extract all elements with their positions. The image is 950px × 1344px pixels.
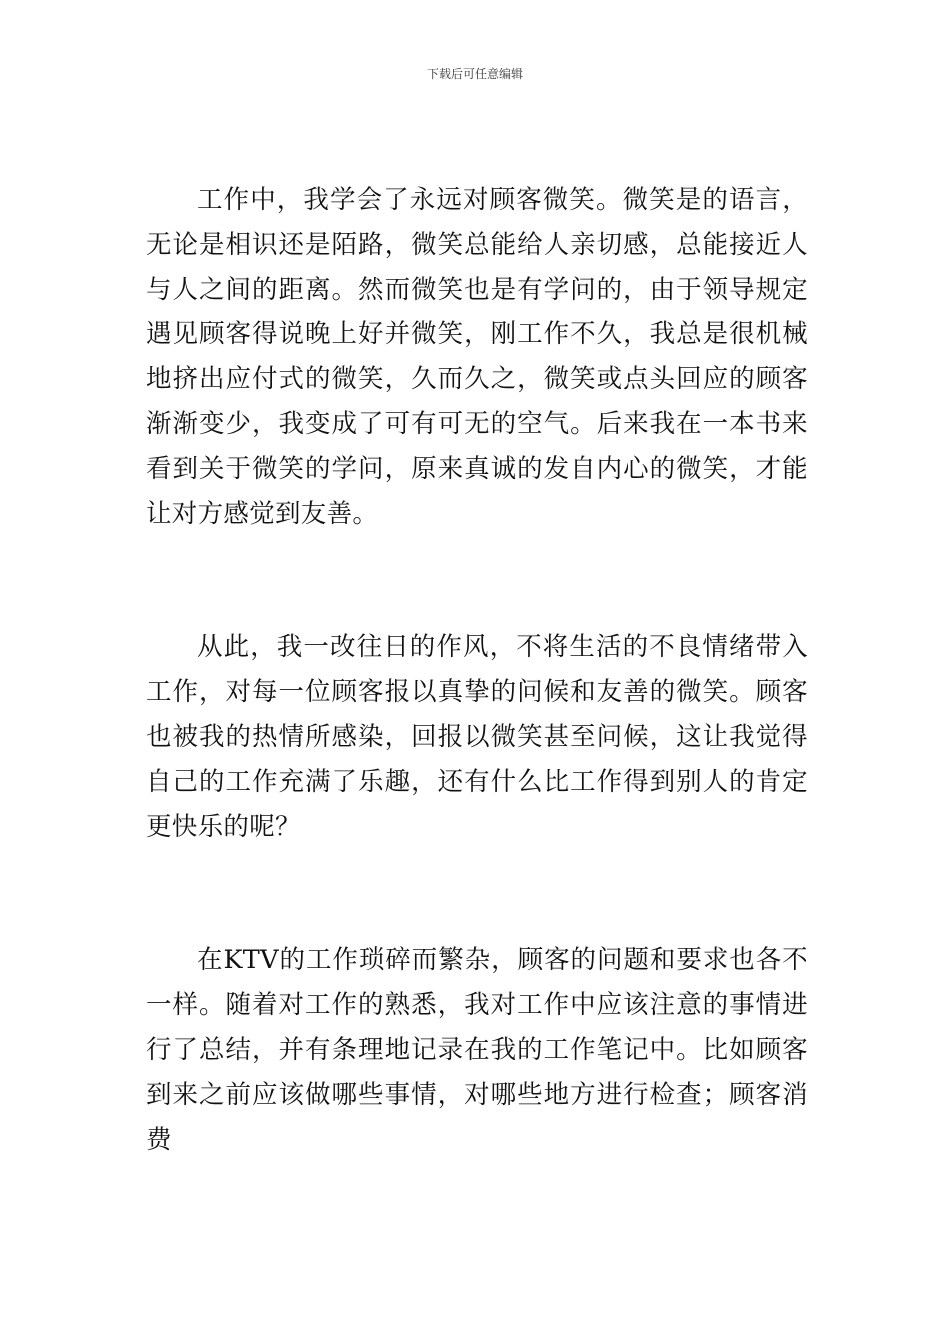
page-header-note: 下载后可任意编辑 xyxy=(426,67,523,81)
paragraph-2: 从此，我一改往日的作风，不将生活的不良情绪带入工作，对每一位顾客报以真挚的问候和友善的微笑。顾客也被我的热情所感染，回报以微笑甚至问候，这让我觉得自己的工作充满了乐趣，还有什么比工作得到别人的肯定更快乐的呢？ xyxy=(146,632,808,842)
paragraph-3: 在KTV的工作琐碎而繁杂，顾客的问题和要求也各不一样。随着对工作的熟悉，我对工作中应该注意的事情进行了总结，并有条理地记录在我的工作笔记中。比如顾客到来之前应该做哪些事情，对哪些地方进行检查；顾客消费 xyxy=(146,945,808,1155)
document-body xyxy=(146,178,808,1162)
paragraph-1: 工作中，我学会了永远对顾客微笑。微笑是的语言，无论是相识还是陌路，微笑总能给人亲切感，总能接近人与人之间的距离。然而微笑也是有学问的，由于领导规定遇见顾客得说晚上好并微笑，刚工作不久，我总是很机械地挤出应付式的微笑，久而久之，微笑或点头回应的顾客渐渐变少，我变成了可有可无的空气。后来我在一本书来看到关于微笑的学问，原来真诚的发自内心的微笑，才能让对方感觉到友善。 xyxy=(146,185,808,529)
